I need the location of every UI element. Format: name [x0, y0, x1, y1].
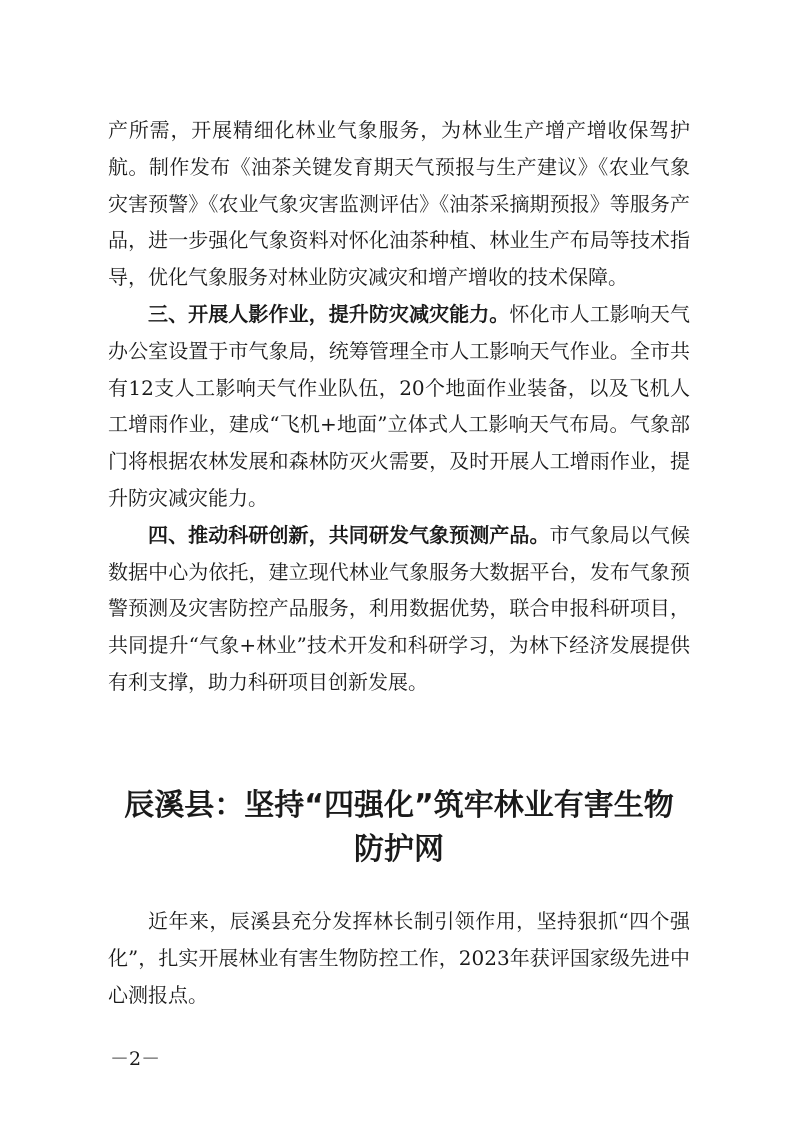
section-title — [108, 784, 690, 872]
page-number: －2－ — [110, 1048, 161, 1070]
item-3-paragraph — [108, 296, 690, 517]
section-body — [108, 903, 690, 1013]
item-4-lead: 四、推动科研创新，共同研发气象预测产品。 — [148, 522, 550, 547]
section-title-line-1: 辰溪县：坚持“四强化”筑牢林业有害生物 — [124, 788, 674, 823]
item-4-text: 市气象局以气候数据中心为依托，建立现代林业气象服务大数据平台，发布气象预警预测及灾害防控产品服务，利用数据优势，联合申报科研项目，共同提升“气象+林业”技术开发和科研学习，为林下经济发展提供有利支撑，助力科研项目创新发展。 — [108, 522, 691, 694]
section-title-line-2: 防护网 — [354, 832, 444, 867]
continuation-paragraph: 产所需，开展精细化林业气象服务，为林业生产增产增收保驾护航。制作发布《油茶关键发育期天气预报与生产建议》《农业气象灾害预警》《农业气象灾害监测评估》《油茶采摘期预报》等服务产品，进一步强化气象资料对怀化油茶种植、林业生产布局等技术指导，优化气象服务对林业防灾减灾和增产增收的技术保障。 — [108, 118, 690, 290]
item-3-lead: 三、开展人影作业，提升防灾减灾能力。 — [148, 301, 510, 326]
item-3-text: 怀化市人工影响天气办公室设置于市气象局，统筹管理全市人工影响天气作业。全市共有12支人工影响天气作业队伍，20个地面作业装备，以及飞机人工增雨作业，建成“飞机+地面”立体式人工影响天气布局。气象部门将根据农林发展和森林防灭火需要，及时开展人工增雨作业，提升防灾减灾能力。 — [108, 301, 691, 510]
intro-paragraph: 近年来，辰溪县充分发挥林长制引领作用，坚持狠抓“四个强化”，扎实开展林业有害生物防控工作，2023年获评国家级先进中心测报点。 — [108, 909, 690, 1007]
article-body — [108, 112, 690, 701]
item-4-paragraph — [108, 517, 690, 701]
